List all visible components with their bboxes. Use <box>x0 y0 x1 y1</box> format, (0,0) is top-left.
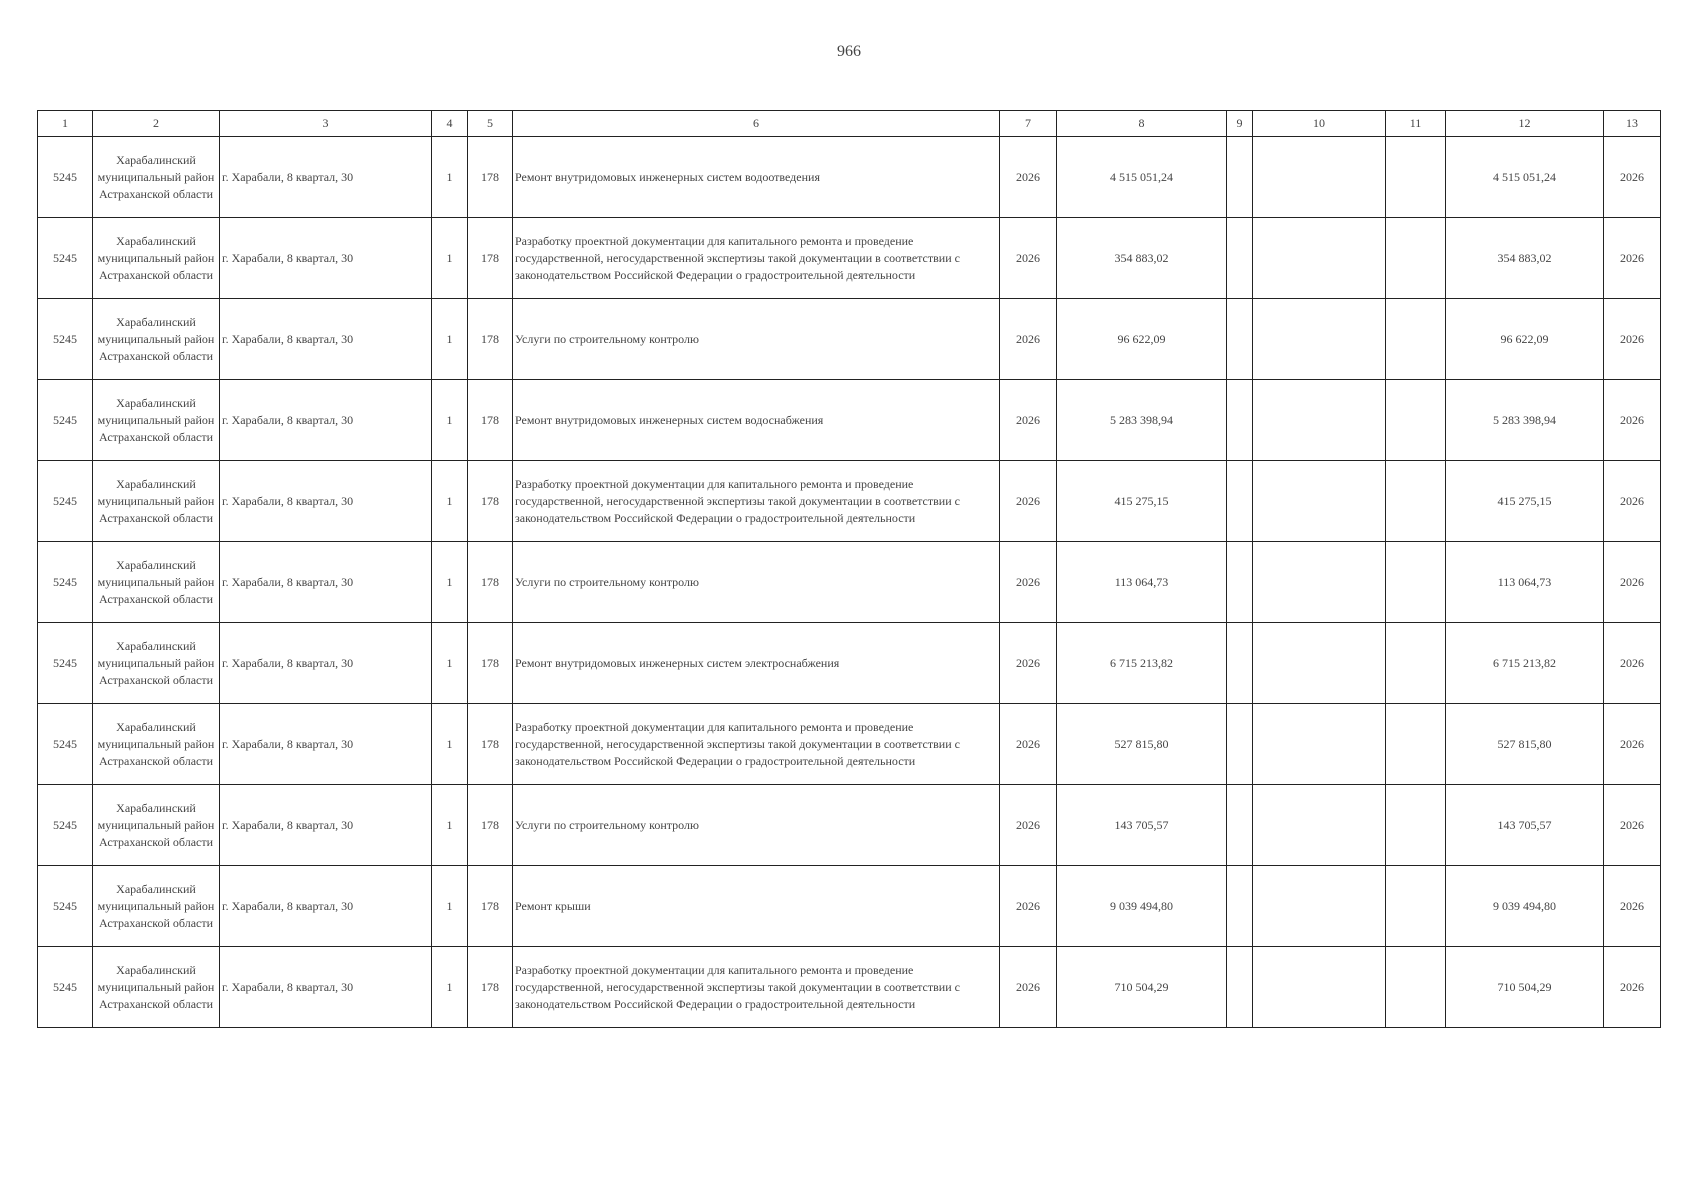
object-id-cell: 5245 <box>38 218 93 299</box>
municipality-cell: Харабалинский муниципальный район Астраханской области <box>93 542 220 623</box>
col5-cell: 178 <box>468 218 513 299</box>
col4-cell: 1 <box>432 299 468 380</box>
col12-cell: 113 064,73 <box>1446 542 1604 623</box>
work-type-cell: Услуги по строительному контролю <box>513 299 1000 380</box>
col11-cell <box>1386 785 1446 866</box>
col10-cell <box>1253 299 1386 380</box>
municipality-cell: Харабалинский муниципальный район Астраханской области <box>93 704 220 785</box>
col4-cell: 1 <box>432 380 468 461</box>
year-cell: 2026 <box>1000 704 1057 785</box>
municipality-cell: Харабалинский муниципальный район Астраханской области <box>93 947 220 1028</box>
address-cell: г. Харабали, 8 квартал, 30 <box>220 380 432 461</box>
cost-cell: 96 622,09 <box>1057 299 1227 380</box>
col10-cell <box>1253 866 1386 947</box>
col11-cell <box>1386 947 1446 1028</box>
cost-cell: 6 715 213,82 <box>1057 623 1227 704</box>
col10-cell <box>1253 785 1386 866</box>
col5-cell: 178 <box>468 380 513 461</box>
object-id-cell: 5245 <box>38 947 93 1028</box>
col12-cell: 5 283 398,94 <box>1446 380 1604 461</box>
table-row <box>38 866 1661 947</box>
table-row <box>38 542 1661 623</box>
year-cell: 2026 <box>1000 866 1057 947</box>
page-number: 966 <box>837 43 861 60</box>
year-cell: 2026 <box>1000 137 1057 218</box>
col4-cell: 1 <box>432 218 468 299</box>
col13-year-cell: 2026 <box>1604 542 1661 623</box>
col4-cell: 1 <box>432 461 468 542</box>
municipality-cell: Харабалинский муниципальный район Астраханской области <box>93 137 220 218</box>
col9-cell <box>1227 704 1253 785</box>
col4-cell: 1 <box>432 623 468 704</box>
col4-cell: 1 <box>432 947 468 1028</box>
col13-year-cell: 2026 <box>1604 704 1661 785</box>
col10-cell <box>1253 137 1386 218</box>
object-id-cell: 5245 <box>38 299 93 380</box>
col10-cell <box>1253 947 1386 1028</box>
column-header: 1 <box>38 111 93 137</box>
col11-cell <box>1386 704 1446 785</box>
table-row <box>38 380 1661 461</box>
table-body <box>38 137 1661 1028</box>
address-cell: г. Харабали, 8 квартал, 30 <box>220 137 432 218</box>
work-type-cell: Разработку проектной документации для капитального ремонта и проведение государственной, негосударственной экспертизы такой документации в соответствии с законодательством Российской Федерации о градостроительной деятельности <box>513 947 1000 1028</box>
object-id-cell: 5245 <box>38 866 93 947</box>
col9-cell <box>1227 299 1253 380</box>
col9-cell <box>1227 461 1253 542</box>
column-header: 4 <box>432 111 468 137</box>
col4-cell: 1 <box>432 704 468 785</box>
register-table <box>37 110 1661 1028</box>
col13-year-cell: 2026 <box>1604 380 1661 461</box>
address-cell: г. Харабали, 8 квартал, 30 <box>220 704 432 785</box>
cost-cell: 4 515 051,24 <box>1057 137 1227 218</box>
cost-cell: 527 815,80 <box>1057 704 1227 785</box>
municipality-cell: Харабалинский муниципальный район Астраханской области <box>93 461 220 542</box>
column-header: 7 <box>1000 111 1057 137</box>
municipality-cell: Харабалинский муниципальный район Астраханской области <box>93 299 220 380</box>
column-header: 3 <box>220 111 432 137</box>
col11-cell <box>1386 623 1446 704</box>
col9-cell <box>1227 947 1253 1028</box>
col5-cell: 178 <box>468 785 513 866</box>
address-cell: г. Харабали, 8 квартал, 30 <box>220 785 432 866</box>
col5-cell: 178 <box>468 866 513 947</box>
work-type-cell: Разработку проектной документации для капитального ремонта и проведение государственной, негосударственной экспертизы такой документации в соответствии с законодательством Российской Федерации о градостроительной деятельности <box>513 461 1000 542</box>
table-row <box>38 947 1661 1028</box>
col13-year-cell: 2026 <box>1604 137 1661 218</box>
header-row <box>38 111 1661 137</box>
cost-cell: 143 705,57 <box>1057 785 1227 866</box>
col9-cell <box>1227 380 1253 461</box>
object-id-cell: 5245 <box>38 542 93 623</box>
col12-cell: 143 705,57 <box>1446 785 1604 866</box>
object-id-cell: 5245 <box>38 461 93 542</box>
col5-cell: 178 <box>468 542 513 623</box>
column-header: 12 <box>1446 111 1604 137</box>
address-cell: г. Харабали, 8 квартал, 30 <box>220 947 432 1028</box>
year-cell: 2026 <box>1000 623 1057 704</box>
col13-year-cell: 2026 <box>1604 299 1661 380</box>
col11-cell <box>1386 542 1446 623</box>
col11-cell <box>1386 866 1446 947</box>
col5-cell: 178 <box>468 623 513 704</box>
col10-cell <box>1253 218 1386 299</box>
col11-cell <box>1386 137 1446 218</box>
object-id-cell: 5245 <box>38 704 93 785</box>
work-type-cell: Ремонт внутридомовых инженерных систем водоотведения <box>513 137 1000 218</box>
column-header: 8 <box>1057 111 1227 137</box>
table-row <box>38 299 1661 380</box>
col4-cell: 1 <box>432 137 468 218</box>
col12-cell: 527 815,80 <box>1446 704 1604 785</box>
cost-cell: 9 039 494,80 <box>1057 866 1227 947</box>
address-cell: г. Харабали, 8 квартал, 30 <box>220 299 432 380</box>
work-type-cell: Услуги по строительному контролю <box>513 785 1000 866</box>
cost-cell: 354 883,02 <box>1057 218 1227 299</box>
year-cell: 2026 <box>1000 218 1057 299</box>
col12-cell: 354 883,02 <box>1446 218 1604 299</box>
year-cell: 2026 <box>1000 461 1057 542</box>
col11-cell <box>1386 380 1446 461</box>
municipality-cell: Харабалинский муниципальный район Астраханской области <box>93 380 220 461</box>
col5-cell: 178 <box>468 137 513 218</box>
col10-cell <box>1253 461 1386 542</box>
object-id-cell: 5245 <box>38 137 93 218</box>
object-id-cell: 5245 <box>38 623 93 704</box>
col12-cell: 415 275,15 <box>1446 461 1604 542</box>
object-id-cell: 5245 <box>38 785 93 866</box>
col5-cell: 178 <box>468 947 513 1028</box>
year-cell: 2026 <box>1000 542 1057 623</box>
cost-cell: 113 064,73 <box>1057 542 1227 623</box>
col4-cell: 1 <box>432 785 468 866</box>
address-cell: г. Харабали, 8 квартал, 30 <box>220 866 432 947</box>
col9-cell <box>1227 137 1253 218</box>
year-cell: 2026 <box>1000 947 1057 1028</box>
municipality-cell: Харабалинский муниципальный район Астраханской области <box>93 218 220 299</box>
cost-cell: 710 504,29 <box>1057 947 1227 1028</box>
col9-cell <box>1227 542 1253 623</box>
col12-cell: 4 515 051,24 <box>1446 137 1604 218</box>
column-header: 5 <box>468 111 513 137</box>
work-type-cell: Разработку проектной документации для капитального ремонта и проведение государственной, негосударственной экспертизы такой документации в соответствии с законодательством Российской Федерации о градостроительной деятельности <box>513 218 1000 299</box>
col5-cell: 178 <box>468 704 513 785</box>
col10-cell <box>1253 542 1386 623</box>
year-cell: 2026 <box>1000 785 1057 866</box>
col5-cell: 178 <box>468 461 513 542</box>
address-cell: г. Харабали, 8 квартал, 30 <box>220 542 432 623</box>
col11-cell <box>1386 218 1446 299</box>
municipality-cell: Харабалинский муниципальный район Астраханской области <box>93 866 220 947</box>
col9-cell <box>1227 866 1253 947</box>
municipality-cell: Харабалинский муниципальный район Астраханской области <box>93 623 220 704</box>
year-cell: 2026 <box>1000 380 1057 461</box>
address-cell: г. Харабали, 8 квартал, 30 <box>220 461 432 542</box>
address-cell: г. Харабали, 8 квартал, 30 <box>220 623 432 704</box>
work-type-cell: Ремонт внутридомовых инженерных систем электроснабжения <box>513 623 1000 704</box>
col12-cell: 9 039 494,80 <box>1446 866 1604 947</box>
col13-year-cell: 2026 <box>1604 461 1661 542</box>
col12-cell: 96 622,09 <box>1446 299 1604 380</box>
col13-year-cell: 2026 <box>1604 218 1661 299</box>
col4-cell: 1 <box>432 866 468 947</box>
col10-cell <box>1253 380 1386 461</box>
col12-cell: 710 504,29 <box>1446 947 1604 1028</box>
cost-cell: 5 283 398,94 <box>1057 380 1227 461</box>
table-row <box>38 461 1661 542</box>
col13-year-cell: 2026 <box>1604 785 1661 866</box>
column-header: 6 <box>513 111 1000 137</box>
address-cell: г. Харабали, 8 квартал, 30 <box>220 218 432 299</box>
column-header: 2 <box>93 111 220 137</box>
work-type-cell: Разработку проектной документации для капитального ремонта и проведение государственной, негосударственной экспертизы такой документации в соответствии с законодательством Российской Федерации о градостроительной деятельности <box>513 704 1000 785</box>
table-row <box>38 785 1661 866</box>
year-cell: 2026 <box>1000 299 1057 380</box>
col9-cell <box>1227 218 1253 299</box>
col13-year-cell: 2026 <box>1604 947 1661 1028</box>
work-type-cell: Ремонт внутридомовых инженерных систем водоснабжения <box>513 380 1000 461</box>
col9-cell <box>1227 623 1253 704</box>
col13-year-cell: 2026 <box>1604 623 1661 704</box>
col11-cell <box>1386 461 1446 542</box>
col10-cell <box>1253 704 1386 785</box>
table-row <box>38 704 1661 785</box>
col10-cell <box>1253 623 1386 704</box>
cost-cell: 415 275,15 <box>1057 461 1227 542</box>
col5-cell: 178 <box>468 299 513 380</box>
municipality-cell: Харабалинский муниципальный район Астраханской области <box>93 785 220 866</box>
table-row <box>38 137 1661 218</box>
work-type-cell: Ремонт крыши <box>513 866 1000 947</box>
col4-cell: 1 <box>432 542 468 623</box>
object-id-cell: 5245 <box>38 380 93 461</box>
table-header <box>38 111 1661 137</box>
work-type-cell: Услуги по строительному контролю <box>513 542 1000 623</box>
column-header: 10 <box>1253 111 1386 137</box>
col12-cell: 6 715 213,82 <box>1446 623 1604 704</box>
column-header: 13 <box>1604 111 1661 137</box>
table-row <box>38 623 1661 704</box>
col13-year-cell: 2026 <box>1604 866 1661 947</box>
table-row <box>38 218 1661 299</box>
column-header: 11 <box>1386 111 1446 137</box>
col9-cell <box>1227 785 1253 866</box>
col11-cell <box>1386 299 1446 380</box>
column-header: 9 <box>1227 111 1253 137</box>
